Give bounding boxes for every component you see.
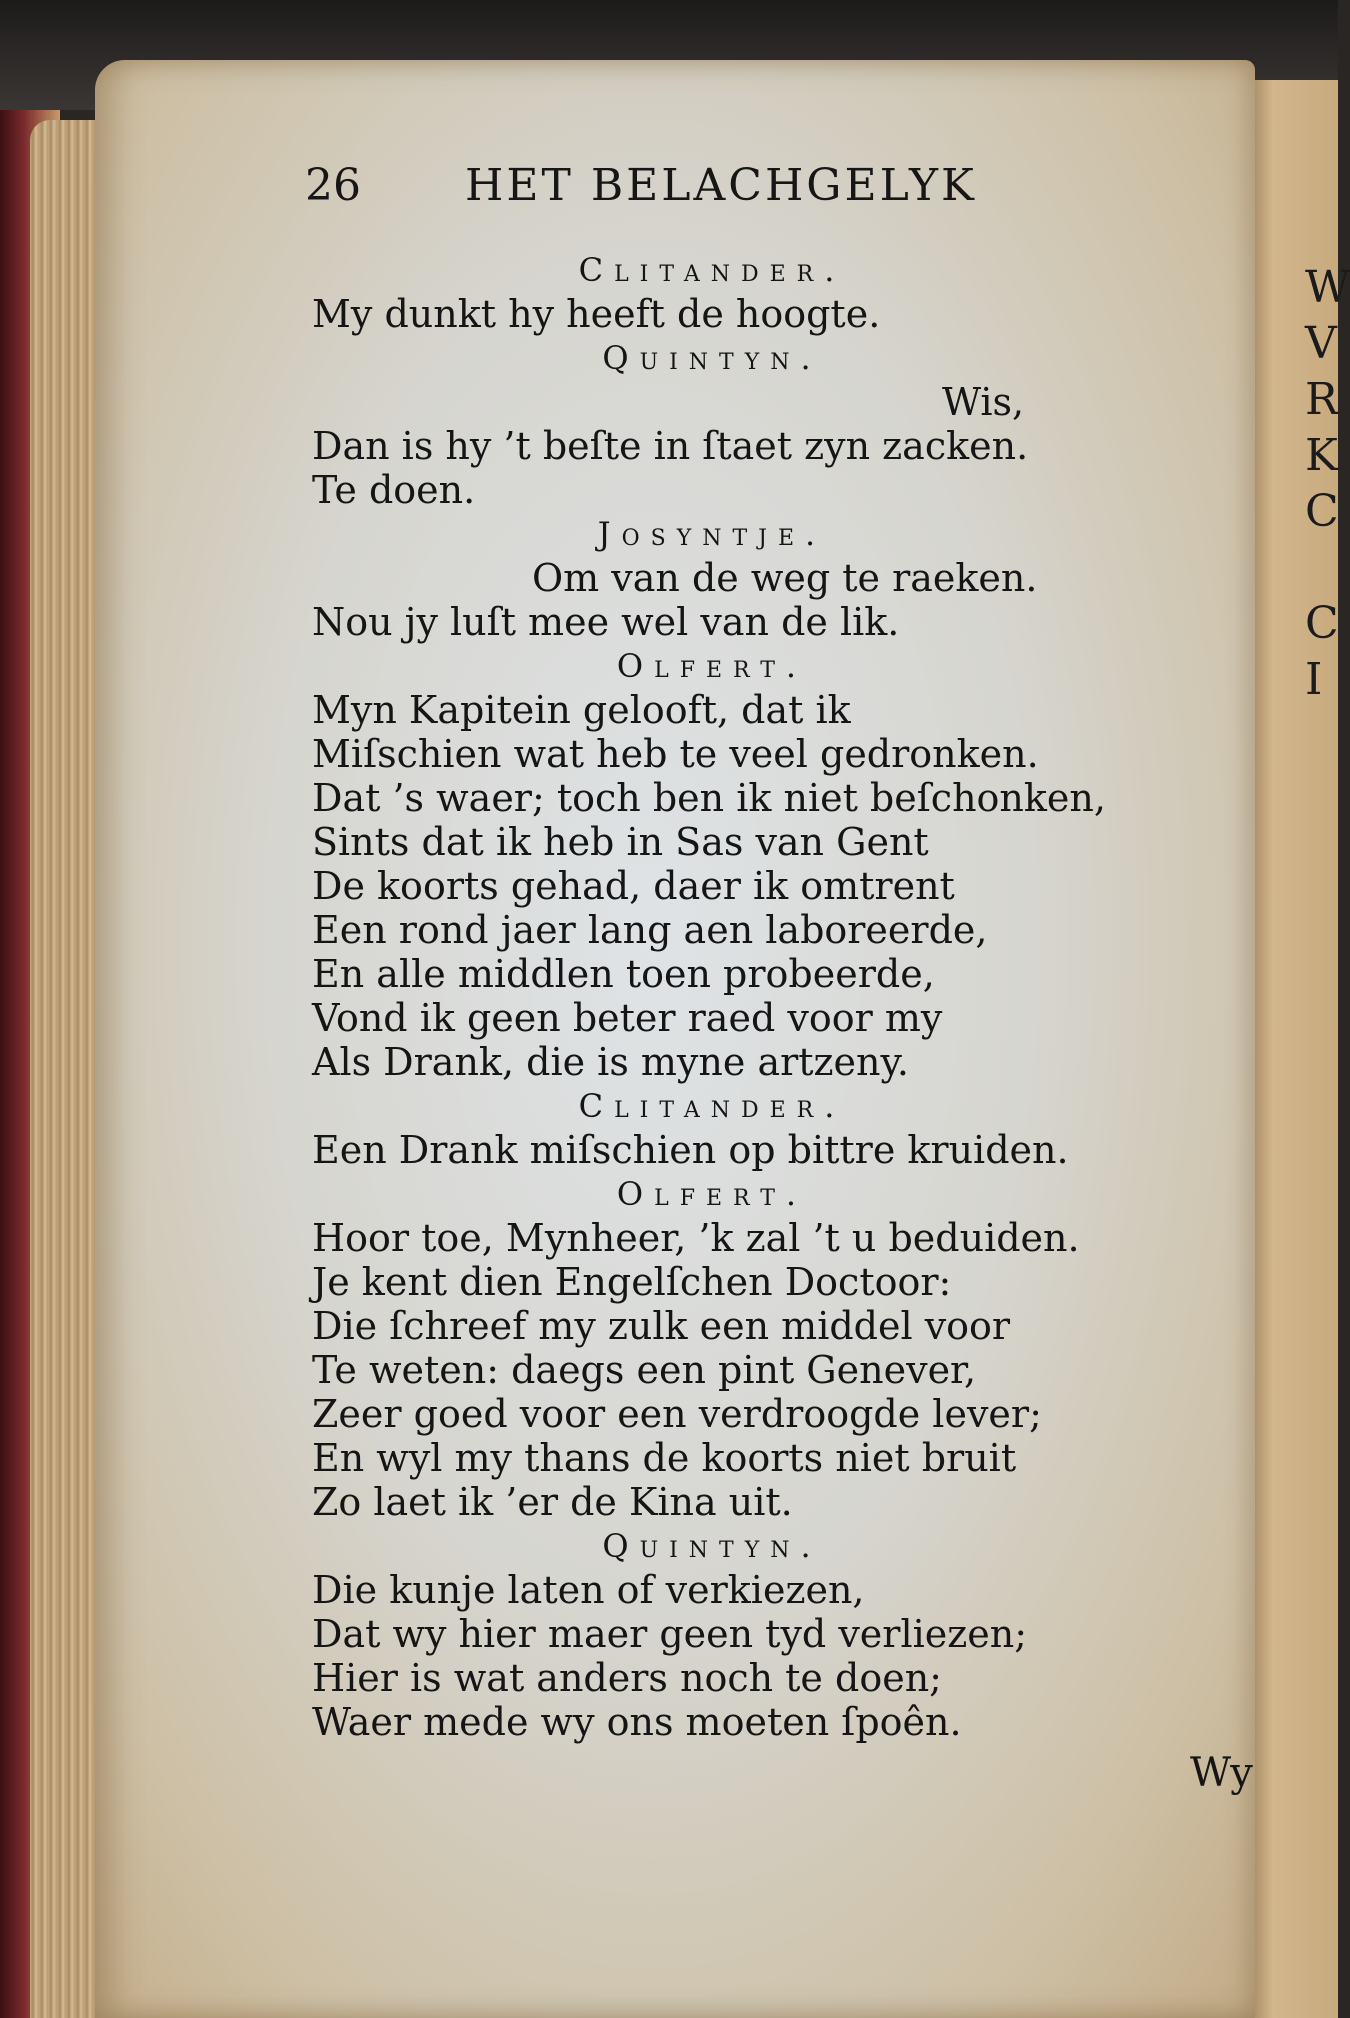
speaker-name: Clitander. [578, 1087, 846, 1125]
verse-line: Myn Kapitein gelooft, dat ik [312, 688, 851, 732]
verse-line: My dunkt hy heeft de hoogte. [312, 292, 881, 336]
verse-line: Dat ’s waer; toch ben ik niet beſchonken, [312, 776, 1106, 820]
verse-line: Die kunje laten of verkiezen, [312, 1568, 865, 1612]
verse-line: Dan is hy ’t beſte in ſtaet zyn zacken. [312, 424, 1029, 468]
verse-line: Sints dat ik heb in Sas van Gent [312, 820, 929, 864]
verse-line: Een rond jaer lang aen laboreerde, [312, 908, 988, 952]
verse-line: Te doen. [312, 468, 476, 512]
verse-line: Nou jy luſt mee wel van de lik. [312, 600, 900, 644]
facing-page-letters: W V R K C C I [1305, 262, 1350, 705]
verse-line: Die ſchreef my zulk een middel voor [312, 1304, 1011, 1348]
verse-line: Te weten: daegs een pint Genever, [312, 1348, 977, 1392]
verse-line: Hier is wat anders noch te doen; [312, 1656, 942, 1700]
verse-line: Je kent dien Engelſchen Doctoor: [312, 1260, 952, 1304]
running-title: HET BELACHGELYK [465, 160, 977, 211]
verse-line: De koorts gehad, daer ik omtrent [312, 864, 955, 908]
verse-line: Miſschien wat heb te veel gedronken. [312, 732, 1039, 776]
verse-line: Wis, [942, 380, 1025, 424]
page-number: 26 [305, 160, 361, 211]
speaker-name: Josyntje. [597, 515, 827, 553]
speaker-name: Clitander. [578, 251, 846, 289]
verse-text [312, 248, 1112, 1744]
verse-line: Hoor toe, Mynheer, ’k zal ’t u beduiden. [312, 1216, 1080, 1260]
verse-line: Zeer goed voor een verdroogde lever; [312, 1392, 1042, 1436]
verse-line: Als Drank, die is myne artzeny. [312, 1040, 910, 1084]
speaker-name: Olfert. [616, 647, 808, 685]
page-header [305, 160, 1085, 230]
verse-line: Om van de weg te raeken. [532, 556, 1038, 600]
verse-line: Zo laet ik ’er de Kina uit. [312, 1480, 793, 1524]
verse-line: En alle middlen toen probeerde, [312, 952, 935, 996]
verse-line: Dat wy hier maer geen tyd verliezen; [312, 1612, 1028, 1656]
verse-line: Vond ik geen beter raed voor my [312, 996, 943, 1040]
catchword: Wy [1190, 1750, 1253, 1796]
verse-line: En wyl my thans de koorts niet bruit [312, 1436, 1017, 1480]
verse-line: Waer mede wy ons moeten ſpoên. [312, 1700, 962, 1744]
speaker-name: Quintyn. [602, 1527, 822, 1565]
speaker-name: Quintyn. [602, 339, 822, 377]
verse-line: Een Drank miſschien op bittre kruiden. [312, 1128, 1069, 1172]
speaker-name: Olfert. [616, 1175, 808, 1213]
